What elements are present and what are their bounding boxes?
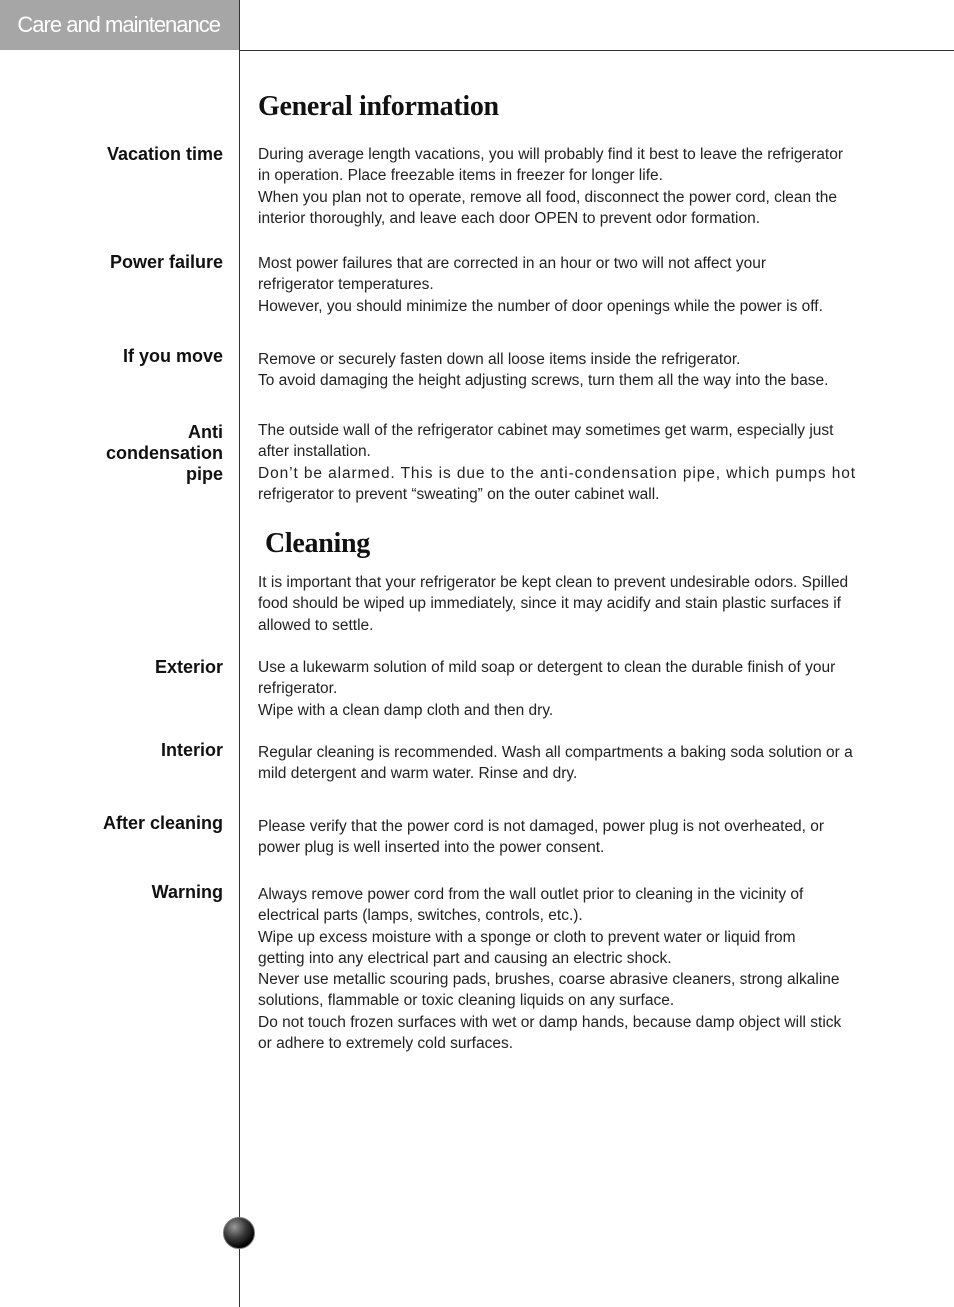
power-failure-label: Power failure bbox=[109, 252, 223, 272]
cleaning-intro-text: It is important that your refrigerator be kept clean to prevent undesirable odors. Spilled food should be wiped up immediately, since it may acidify and stain plastic surfaces if allowed to settle. bbox=[258, 574, 849, 634]
warning-label: Warning bbox=[151, 882, 223, 902]
anti-condensation-label: Anti condensation pipe bbox=[105, 422, 223, 484]
vacation-time-text: During average length vacations, you will probably find it best to leave the refrigerator in operation. Place freezable items in freezer for longer life. When you plan not to operate, remove all food, disconnect the power cord, clean the interior thoroughly, and leave each door OPEN to prevent odor formation. bbox=[258, 146, 844, 227]
header-rule bbox=[239, 50, 954, 51]
exterior-label: Exterior bbox=[154, 657, 223, 677]
interior-text: Regular cleaning is recommended. Wash all compartments a baking soda solution or a mild detergent and warm water. Rinse and dry. bbox=[258, 744, 853, 783]
after-cleaning-text: Please verify that the power cord is not damaged, power plug is not overheated, or power plug is well inserted into the power consent. bbox=[258, 818, 825, 857]
section-tab bbox=[0, 0, 239, 50]
page-bullet-icon bbox=[223, 1217, 255, 1249]
vacation-time-label: Vacation time bbox=[106, 144, 223, 164]
anti-condensation-text: The outside wall of the refrigerator cabinet may sometimes get warm, especially just after installation. Don’t be alarmed. This is due to the anti-condensation pipe, which pumps hot refrigerator to prevent “sweating” on the outer cabinet wall. bbox=[258, 422, 857, 503]
after-cleaning-label: After cleaning bbox=[102, 813, 223, 833]
section-tab-label: Care and maintenance bbox=[17, 12, 220, 37]
general-information-title: General information bbox=[258, 91, 499, 122]
if-you-move-label: If you move bbox=[122, 346, 223, 366]
margin-rule bbox=[239, 0, 240, 1307]
cleaning-title: Cleaning bbox=[265, 528, 370, 559]
power-failure-text: Most power failures that are corrected in an hour or two will not affect your refrigerator temperatures. However, you should minimize the number of door openings while the power is off. bbox=[258, 255, 823, 315]
if-you-move-text: Remove or securely fasten down all loose items inside the refrigerator. To avoid damaging the height adjusting screws, turn them all the way into the base. bbox=[258, 351, 829, 390]
interior-label: Interior bbox=[160, 740, 223, 760]
exterior-text: Use a lukewarm solution of mild soap or detergent to clean the durable finish of your refrigerator. Wipe with a clean damp cloth and then dry. bbox=[258, 659, 836, 719]
warning-text: Always remove power cord from the wall outlet prior to cleaning in the vicinity of electrical parts (lamps, switches, controls, etc.). Wipe up excess moisture with a sponge or cloth to prevent water or liquid from getting into any electrical part and causing an electric shock. Never use metallic scouring pads, brushes, coarse abrasive cleaners, strong alkaline solutions, flammable or toxic cleaning liquids on any surface. Do not touch frozen surfaces with wet or damp hands, because damp object will stick or adhere to extremely cold surfaces. bbox=[258, 886, 842, 1053]
